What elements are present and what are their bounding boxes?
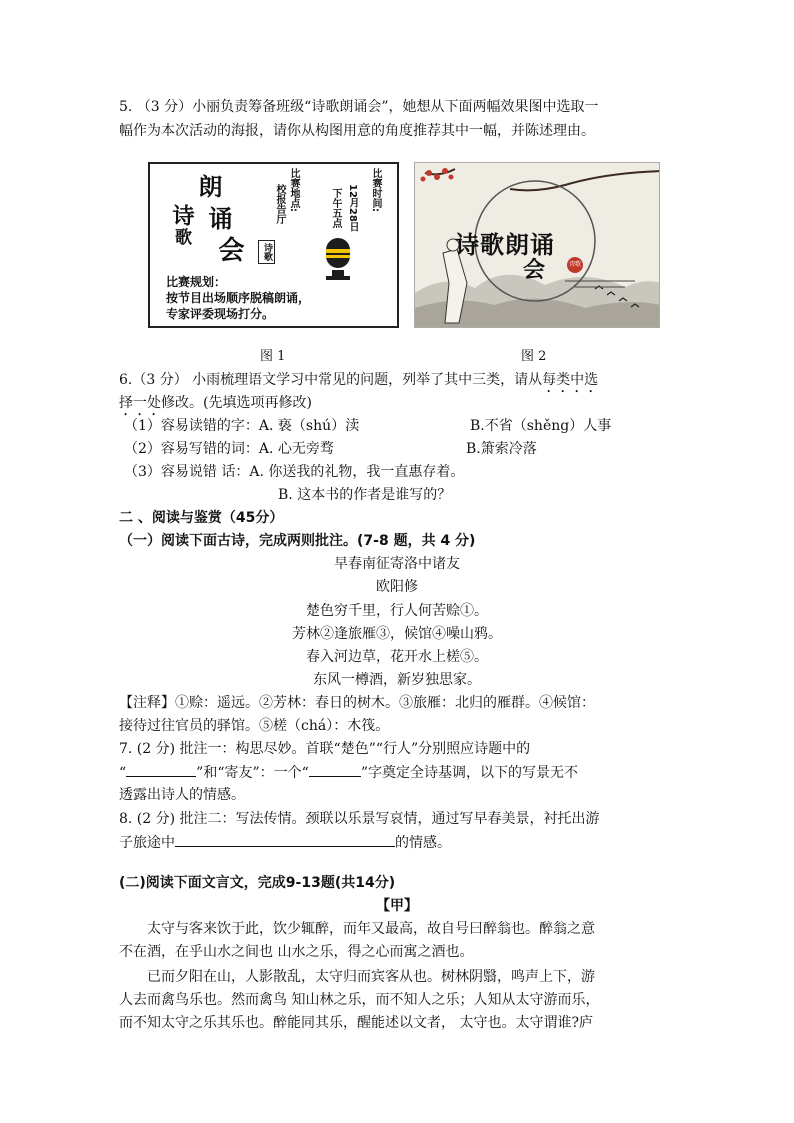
poster-figure-1 <box>148 162 399 328</box>
poster1-place-label: 比赛地点: <box>288 168 299 212</box>
q6-emphasis-1: 每类中选 <box>542 372 599 388</box>
q7-line2-end: ”字奠定全诗基调，以下的写景无不 <box>360 765 578 781</box>
passage-p2-line3: 而不知太守之乐其乐也。醉能同其乐，醒能述以文者， 太守也。太守谓谁?庐 <box>119 1015 593 1031</box>
q7-line2-mid: ”和“寄友”：一个“ <box>196 765 309 781</box>
figure2-caption: 图 2 <box>521 349 547 364</box>
q8-line2-end: 的情感。 <box>395 835 451 851</box>
notes-line2: 接待过往官员的驿馆。⑤槎（chá）：木筏。 <box>119 718 390 734</box>
poster1-stamp: 诗歌 <box>258 240 275 264</box>
poster-figure-2 <box>414 162 660 328</box>
q5-line2: 幅作为本次活动的海报，请你从构图用意的角度推荐其中一幅，并陈述理由。 <box>119 123 595 139</box>
poster1-plan <box>166 274 310 322</box>
poem-author: 欧阳修 <box>376 579 418 595</box>
q8-line1: 8. (2 分) 批注二：写法传情。颈联以乐景写哀情，通过写早春美景，衬托出游 <box>119 811 600 827</box>
notes-line1: 【注释】①赊：遥远。②芳林：春日的树木。③旅雁：北归的雁群。④候馆： <box>119 695 595 711</box>
poster1-plan-title: 比赛规划： <box>166 275 227 289</box>
poem-line3: 春入河边草，花开水上槎⑤。 <box>306 649 488 665</box>
poster1-plan-line2: 专家评委现场打分。 <box>166 307 275 321</box>
q7-blank-1[interactable] <box>126 762 196 777</box>
passage-p2-line1: 已而夕阳在山，人影散乱，太守归而宾客从也。树林阴翳，鸣声上下，游 <box>147 969 595 985</box>
section2-title: 二 、阅读与鉴赏（45分） <box>119 510 284 526</box>
figure1-caption: 图 1 <box>260 349 286 364</box>
poster1-time-value: 下午五点 <box>330 188 341 228</box>
poster1-place-value: 校报告厅 <box>274 184 285 224</box>
q6-emphasis-2: 择一处 <box>119 395 161 411</box>
poster1-char-shi: 诗 <box>169 204 194 226</box>
q6-item3-a: （3）容易说错 话：A. 你送我的礼物，我一直惠存着。 <box>124 464 465 480</box>
poem-line4: 东风一樽酒，新岁独思家。 <box>313 672 481 688</box>
passage-label-jia: 【甲】 <box>376 898 418 914</box>
poster1-char-lang: 朗 <box>194 174 222 198</box>
q8-line2-start: 子旅途中 <box>119 835 175 851</box>
q7-line2 <box>119 762 578 783</box>
poster1-time-date: 12月28日 <box>347 184 358 232</box>
poem-line1: 楚色穷千里，行人何苦赊①。 <box>306 603 488 619</box>
microphone-icon <box>318 236 358 284</box>
q6-item1-a: （1）容易读错的字：A. 亵（shú）渎 <box>124 418 360 434</box>
q6-line1-text: 6.（3 分） 小雨梳理语文学习中常见的问题，列举了其中三类，请从 <box>119 372 543 388</box>
passage-p1-line2: 不在酒，在乎山水之间也 山水之乐，得之心而寓之酒也。 <box>119 944 474 960</box>
poem-line2: 芳林②逢旅雁③，候馆④噪山鸦。 <box>292 626 502 642</box>
poster1-plan-line1: 按节目出场顺序脱稿朗诵， <box>166 291 311 305</box>
q6-item2-a: （2）容易写错的词：A. 心无旁骛 <box>124 441 334 457</box>
poster2-seal: 诗歌 <box>567 257 583 273</box>
poster1-time-label: 比赛时间: <box>370 168 381 212</box>
q7-line3: 透露出诗人的情感。 <box>119 787 245 803</box>
passage-p1-line1: 太守与客来饮于此，饮少辄醉，而年又最高，故自号曰醉翁也。醉翁之意 <box>147 921 595 937</box>
q7-quote-open: “ <box>119 765 127 781</box>
q7-line1: 7. (2 分) 批注一：构思尽妙。首联“楚色”“行人”分别照应诗题中的 <box>119 741 531 757</box>
q6-item1-b: B.不省（shěng）人事 <box>470 418 612 434</box>
passage-p2-line2: 人去而禽鸟乐也。然而禽鸟 知山林之乐，而不知人之乐；人知从太守游而乐， <box>119 992 600 1008</box>
q6-line2-text: 修改。(先填选项再修改) <box>161 395 312 411</box>
poster1-char-hui: 会 <box>214 236 244 262</box>
poster2-title-2: 会 <box>523 257 546 283</box>
q6-item2-b: B.箫索冷落 <box>466 441 537 457</box>
poster1-char-song: 诵 <box>204 206 232 230</box>
poem-title: 早春南征寄洛中诸友 <box>334 556 460 572</box>
q7-blank-2[interactable] <box>309 762 361 777</box>
section2-sub1: （一）阅读下面古诗，完成两则批注。(7-8 题，共 4 分) <box>119 533 476 549</box>
poster2-title: 诗歌朗诵 <box>455 230 555 259</box>
q8-line2 <box>119 832 451 853</box>
q6-item3-b: B. 这本书的作者是谁写的？ <box>278 487 452 503</box>
q8-blank[interactable] <box>175 832 395 847</box>
poster1-char-ge: 歌 <box>171 228 191 245</box>
q5-line1: 5. （3 分）小丽负责筹备班级“诗歌朗诵会”，她想从下面两幅效果图中选取一 <box>119 99 599 115</box>
section2b-title: (二)阅读下面文言文，完成9-13题(共14分) <box>119 875 396 891</box>
